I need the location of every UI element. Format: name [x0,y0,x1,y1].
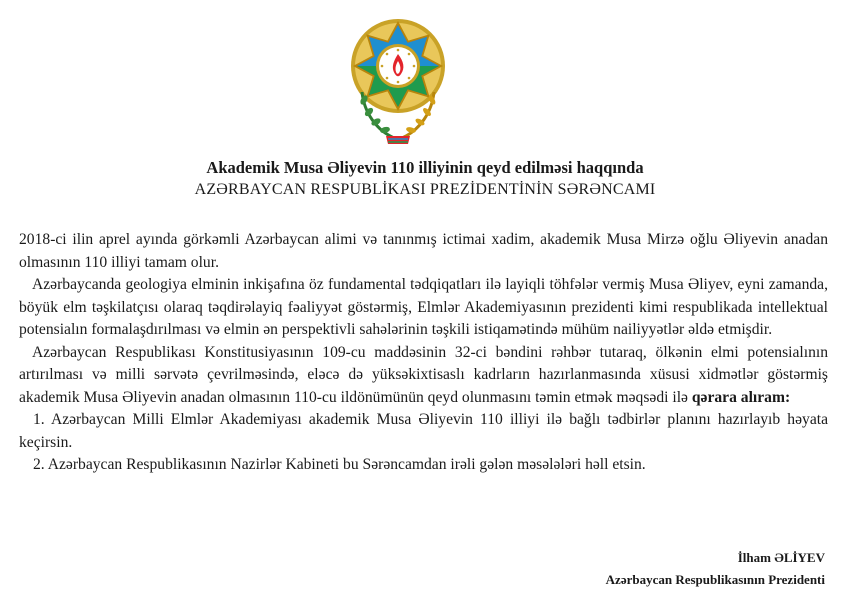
signature-block [606,547,825,591]
decree-item-2: 2. Azərbaycan Respublikasının Nazirlər Kabineti bu Sərəncamdan irəli gələn məsələləri həll etsin. [33,456,646,473]
azerbaijan-state-emblem-icon [348,12,448,150]
paragraph-1: 2018-ci ilin aprel ayında görkəmli Azərbaycan alimi və tanınmış ictimai xadim, akademik Musa Mirzə oğlu Əliyevin anadan olmasının 110 illiyi tamam olur. [19,231,828,271]
paragraph-2: Azərbaycanda geologiya elminin inkişafına öz fundamental tədqiqatları ilə layiqli töhfələr vermiş Musa Əliyev, eyni zamanda, böyük elm təşkilatçısı olaraq təqdirəlayiq fəaliyyət göstərmiş, Elmlər Akademiyasının prezidenti kimi respublikada intellektual potensialın formalaşdırılması və elmin ən perspektivli sahələrinin təşkili istiqamətində mühüm nailiyyətlər əldə etmişdir. [19,276,828,338]
decree-title: Akademik Musa Əliyevin 110 illiyinin qeyd edilməsi haqqında [206,158,644,177]
decision-phrase: qərara alıram: [691,388,791,406]
paragraph-3-text: Azərbaycan Respublikası Konstitusiyasının 109-cu maddəsinin 32-ci bəndini rəhbər tutaraq, ölkənin elmi potensialının artırılması və milli sərvətə çevrilməsində, eləcə də yüksəkixtisaslı kadrların hazırlanmasında xüsusi xidmətlər göstərmiş akademik Musa Əliyevin anadan olmasının 110-cu ildönümünün qeyd olunmasını təmin etmək məqsədi ilə [19,343,828,406]
decree-item-1: 1. Azərbaycan Milli Elmlər Akademiyası akademik Musa Əliyevin 110 illiyi ilə bağlı tədbirlər planını hazırlayıb həyata keçirsin. [19,411,828,451]
decree-header [0,157,850,200]
signatory-name: İlham ƏLİYEV [737,550,825,565]
paragraph-3 [19,342,828,410]
decree-body [19,229,828,477]
signatory-position: Azərbaycan Respublikasının Prezidenti [605,572,825,587]
decree-subtitle: AZƏRBAYCAN RESPUBLİKASI PREZİDENTİNİN SƏRƏNCAMI [194,181,656,198]
